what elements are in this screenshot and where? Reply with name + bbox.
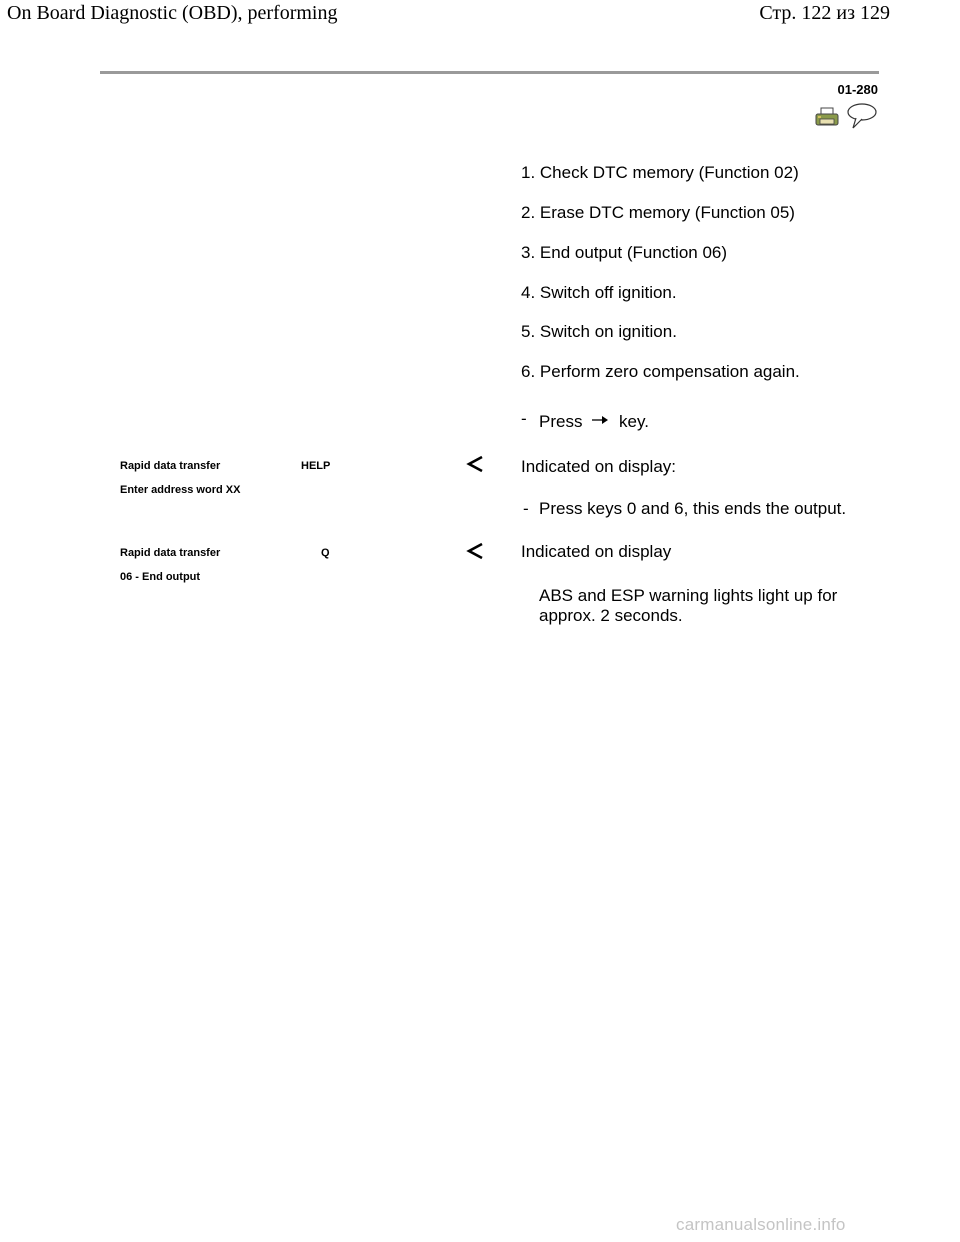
printer-icon[interactable] (815, 107, 839, 127)
display-2-line1-right: Q (321, 547, 330, 559)
display-1-line1-right: HELP (301, 460, 331, 472)
display-1-line2: Enter address word XX (120, 484, 241, 496)
step-2: 2. Erase DTC memory (Function 05) (521, 203, 795, 222)
chevron-left-icon (466, 542, 484, 560)
press-key-label: Press (539, 412, 583, 431)
header-divider (100, 71, 879, 74)
display-2-note: ABS and ESP warning lights light up for approx. 2 seconds. (539, 586, 838, 625)
display-1-instruction-dash: - (523, 499, 529, 518)
display-1-instruction: Press keys 0 and 6, this ends the output. (539, 499, 847, 518)
step-4: 4. Switch off ignition. (521, 283, 677, 302)
step-1: 1. Check DTC memory (Function 02) (521, 163, 799, 182)
page-header-title: On Board Diagnostic (OBD), performing (7, 2, 338, 24)
watermark: carmanualsonline.info (676, 1215, 846, 1234)
arrow-right-icon (591, 413, 611, 425)
step-5: 5. Switch on ignition. (521, 322, 677, 341)
display-2-line2: 06 - End output (120, 571, 201, 583)
document-id: 01-280 (837, 82, 878, 97)
page-counter: Стр. 122 из 129 (759, 2, 890, 24)
chevron-left-icon (466, 455, 484, 473)
display-1-indicated: Indicated on display: (521, 457, 676, 476)
speech-bubble-icon[interactable] (846, 103, 878, 129)
step-6: 6. Perform zero compensation again. (521, 362, 800, 381)
step-3: 3. End output (Function 06) (521, 243, 728, 262)
display-2-line1-left: Rapid data transfer (120, 547, 221, 559)
press-key-dash: - (521, 409, 527, 428)
display-2-indicated: Indicated on display (521, 542, 672, 561)
press-key-suffix: key. (619, 412, 649, 431)
display-1-line1-left: Rapid data transfer (120, 460, 221, 472)
